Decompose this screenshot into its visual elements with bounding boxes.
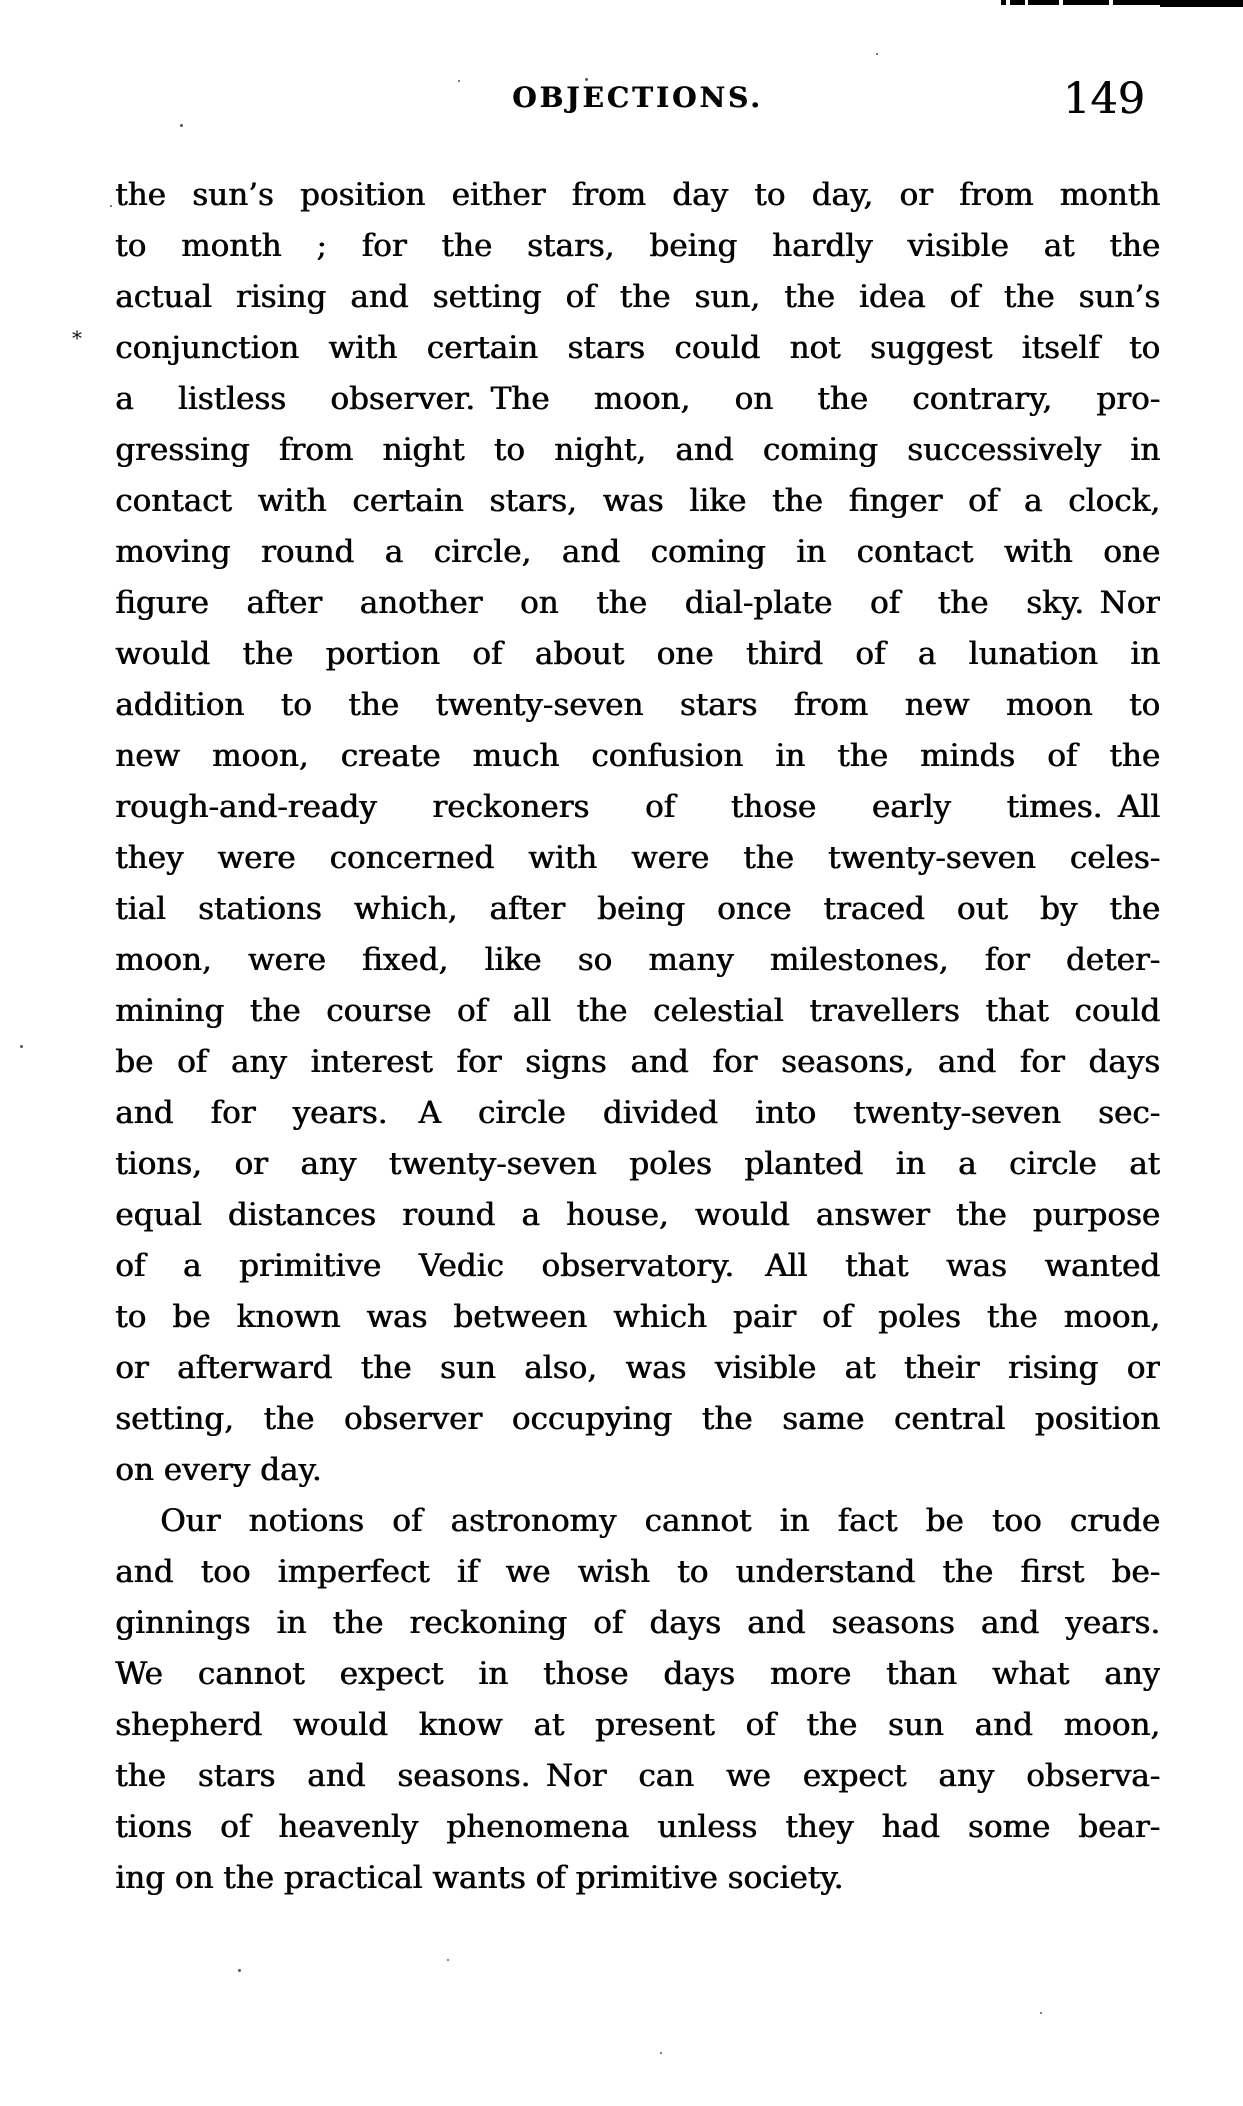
text-line: tial stations which, after being once traced out by the [115,891,1160,927]
text-line: shepherd would know at present of the sun and moon, [115,1707,1160,1743]
text-line: moving round a circle, and coming in contact with one [115,534,1160,570]
scan-noise-speck [110,205,112,207]
text-line: to be known was between which pair of poles the moon, [115,1299,1160,1335]
text-line: setting, the observer occupying the same central position [115,1401,1160,1437]
text-line: moon, were fixed, like so many milestones, for deter- [115,942,1160,978]
text-line: We cannot expect in those days more than what any [115,1656,1160,1692]
text-line: the sun’s position either from day to day, or from month [115,177,1160,213]
scan-noise-speck [180,124,183,127]
text-line: the stars and seasons. Nor can we expect any observa- [115,1758,1160,1794]
text-line: equal distances round a house, would answer the purpose [115,1197,1160,1233]
text-line: and too imperfect if we wish to understand the first be- [115,1554,1160,1590]
text-line: contact with certain stars, was like the finger of a clock, [115,483,1160,519]
text-line: a listless observer. The moon, on the contrary, pro- [115,381,1160,417]
scan-noise-speck [876,53,878,55]
text-line: tions of heavenly phenomena unless they had some bear- [115,1809,1160,1845]
margin-printers-mark: * [72,326,82,350]
text-line: would the portion of about one third of a lunation in [115,636,1160,672]
text-line: to month ; for the stars, being hardly visible at the [115,228,1160,264]
scan-noise-speck [458,80,460,82]
text-line: gressing from night to night, and coming successively in [115,432,1160,468]
text-line: tions, or any twenty-seven poles planted in a circle at [115,1146,1160,1182]
scan-noise-speck [585,78,588,81]
text-line: addition to the twenty-seven stars from new moon to [115,687,1160,723]
scan-noise-speck [238,1969,241,1972]
text-line: rough-and-ready reckoners of those early times. All [115,789,1160,825]
text-line: and for years. A circle divided into twenty-seven sec- [115,1095,1160,1131]
text-line: conjunction with certain stars could not suggest itself to [115,330,1160,366]
scan-noise-speck [447,1959,449,1961]
text-line: or afterward the sun also, was visible at their rising or [115,1350,1160,1386]
scan-edge-artifact [1160,0,1243,7]
text-line: Our notions of astronomy cannot in fact be too crude [160,1503,1160,1539]
text-line: ginnings in the reckoning of days and seasons and years. [115,1605,1160,1641]
text-line: actual rising and setting of the sun, the idea of the sun’s [115,279,1160,315]
page-body [115,170,1160,1904]
scan-noise-speck [660,2052,662,2054]
scan-noise-speck [20,1045,23,1048]
text-line: ing on the practical wants of primitive society. [115,1860,844,1896]
text-line: they were concerned with were the twenty-seven celes- [115,840,1160,876]
text-line: be of any interest for signs and for seasons, and for days [115,1044,1160,1080]
text-line: new moon, create much confusion in the minds of the [115,738,1160,774]
text-line: mining the course of all the celestial travellers that could [115,993,1160,1029]
text-line: figure after another on the dial-plate of the sky. Nor [115,585,1160,621]
text-line: of a primitive Vedic observatory. All that was wanted [115,1248,1160,1284]
scan-noise-speck [1040,2012,1042,2014]
page-number: 149 [1062,74,1145,124]
running-header-title: OBJECTIONS. [512,81,763,114]
text-line: on every day. [115,1452,322,1488]
